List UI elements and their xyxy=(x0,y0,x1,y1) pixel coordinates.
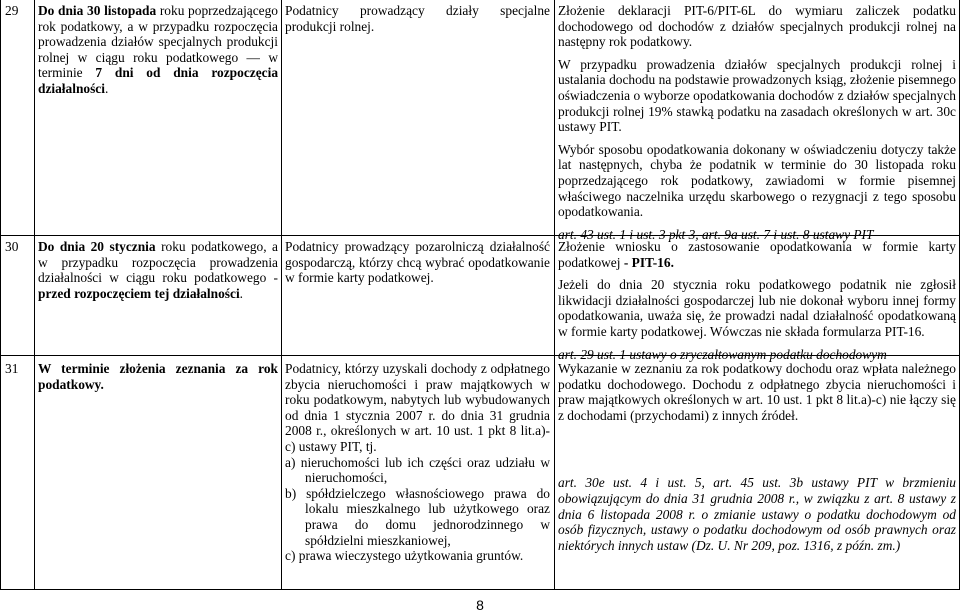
row-number: 30 xyxy=(5,239,19,254)
deadline-cell xyxy=(38,3,278,97)
taxpayer-cell xyxy=(285,239,550,286)
table-border-bottom xyxy=(0,589,960,590)
list-item: a) nieruchomości lub ich części oraz udziału w nieruchomości, xyxy=(285,454,550,486)
row-number: 29 xyxy=(5,3,19,18)
deadline-cell xyxy=(38,361,278,392)
taxpayer-cell xyxy=(285,3,550,34)
obligation-cell xyxy=(558,3,956,242)
obligation-cell xyxy=(558,361,956,553)
obligation-text: Wykazanie w zeznaniu za rok podatkowy dochodu oraz wpłata należnego podatku dochodowego. Dochodu z odpłatnego zbycia nieruchomości i praw majątkowych określonych w art. 10 ust. 1 pkt 8 lit.a)-c) nie łączy się z dochodami (przychodami) z innych źródeł. xyxy=(558,361,956,423)
obligation-text: Złożenie deklaracji PIT-6/PIT-6L do wymiaru zaliczek podatku dochodowego od dochodów z działów specjalnych produkcji rolnej na następny rok podatkowy. xyxy=(558,3,956,50)
deadline-text: Do dnia 20 stycznia roku podatkowego, a w przypadku rozpoczęcia prowadzenia działalności w ciągu roku podatkowego - przed rozpoczęciem tej działalności. xyxy=(38,239,278,301)
obligation-text: W przypadku prowadzenia działów specjalnych produkcji rolnej i ustalania dochodu na podstawie prowadzonych ksiąg, złożenie pisemnego oświadczenia o wyborze opodatkowania dochodów z działów specjalnych produkcji rolnej 19% stawką podatku na zasadach określonych w art. 30c ustawy PIT. xyxy=(558,56,956,135)
column-divider-1 xyxy=(34,0,35,590)
column-divider-2 xyxy=(281,0,282,590)
taxpayer-text: Podatnicy, którzy uzyskali dochody z odpłatnego zbycia nieruchomości i praw majątkowych w roku podatkowym, nabytych lub wybudowanych od dnia 1 stycznia 2007 r. do dnia 31 grudnia 2008 r., określonych w art. 10 ust. 1 pkt 8 lit.a)-c) ustawy PIT, tj. xyxy=(285,361,550,454)
deadline-text: Do dnia 30 listopada roku poprzedzającego rok podatkowy, a w przypadku rozpoczęcia prowadzenia działów specjalnych produkcji rolnej w ciągu roku podatkowego — w terminie 7 dni od dnia rozpoczęcia działalności. xyxy=(38,3,279,96)
list-item: b) spółdzielczego własnościowego prawa do lokalu mieszkalnego lub użytkowego oraz prawa do domu jednorodzinnego w spółdzielni mieszkaniowej, xyxy=(285,485,550,548)
deadline-cell xyxy=(38,239,278,301)
obligation-text: Złożenie wniosku o zastosowanie opodatkowania w formie karty podatkowej - PIT-16. xyxy=(558,239,956,270)
taxpayer-cell xyxy=(285,361,550,564)
page-number: 8 xyxy=(476,597,484,613)
legal-basis: art. 30e ust. 4 i ust. 5, art. 45 ust. 3b ustawy PIT w brzmieniu obowiązującym do dnia 31 grudnia 2008 r., w związku z art. 8 ustawy z dnia 6 listopada 2008 r. o zmianie ustawy o podatku dochodowym od osób fizycznych, ustawy o podatku dochodowym od osób prawnych oraz niektórych innych ustaw (Dz. U. Nr 209, poz. 1316, z późn. zm.) xyxy=(558,475,956,553)
taxpayer-text: Podatnicy prowadzący działy specjalne produkcji rolnej. xyxy=(285,3,550,34)
deadline-text: W terminie złożenia zeznania za rok podatkowy. xyxy=(38,361,278,392)
legal-basis: art. 43 ust. 1 i ust. 3 pkt 3, art. 9a ust. 7 i ust. 8 ustawy PIT xyxy=(558,226,874,242)
obligation-text: Wybór sposobu opodatkowania dokonany w oświadczeniu dotyczy także lat następnych, chyba że podatnik w terminie do 30 listopada roku poprzedzającego rok podatkowy, zawiadomi w formie pisemnej właściwego naczelnika urzędu skarbowego o rezygnacji z tego sposobu opodatkowania. xyxy=(558,141,956,220)
table-border-left xyxy=(0,0,1,590)
taxpayer-text: Podatnicy prowadzący pozarolniczą działalność gospodarczą, którzy chcą wybrać opodatkowanie w formie karty podatkowej. xyxy=(285,239,550,286)
list-item: c) prawa wieczystego użytkowania gruntów. xyxy=(285,548,524,564)
row-number: 31 xyxy=(5,361,19,376)
obligation-cell xyxy=(558,239,956,362)
asset-list xyxy=(285,455,550,564)
column-divider-3 xyxy=(554,0,555,590)
legal-basis: art. 29 ust. 1 ustawy o zryczałtowanym podatku dochodowym xyxy=(558,346,887,362)
obligation-text: Jeżeli do dnia 20 stycznia roku podatkowego podatnik nie zgłosił likwidacji działalności gospodarczej lub nie dokonał wyboru innej formy opodatkowania, uważa się, że prowadzi nadal działalność opodatkowaną w formie karty podatkowej. Wówczas nie składa formularza PIT-16. xyxy=(558,277,956,339)
